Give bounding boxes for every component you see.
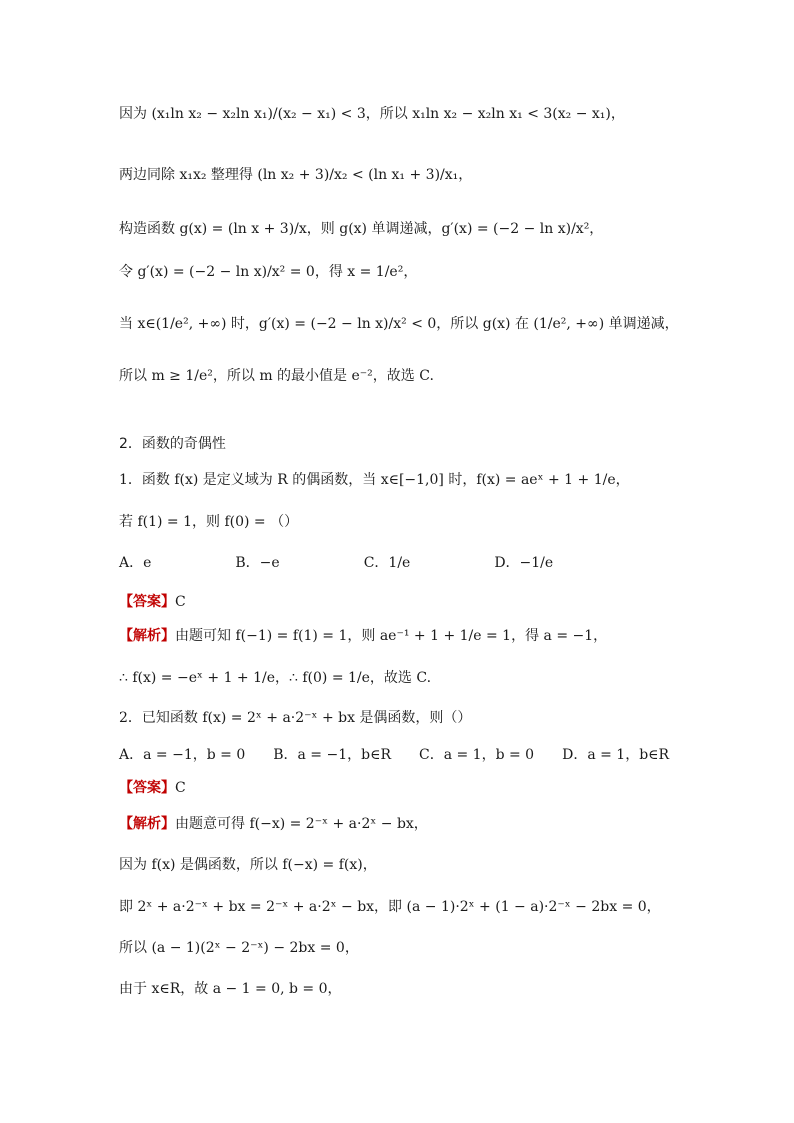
question-2-answer: 【答案】C <box>119 780 186 796</box>
analysis-tag: 【解析】 <box>119 628 175 644</box>
question-2-analysis-line-4: 所以 (a − 1)(2ˣ − 2⁻ˣ) − 2bx = 0， <box>119 940 359 956</box>
question-1-answer: 【答案】C <box>119 594 186 610</box>
analysis-tag: 【解析】 <box>119 816 175 832</box>
question-1-options: A．e B．−e C．1/e D．−1/e <box>119 555 554 571</box>
question-2-options: A．a = −1，b = 0 B．a = −1，b∈R C．a = 1，b = 0 D．a = 1，b∈R <box>119 747 670 763</box>
question-1-analysis: 【解析】由题可知 f(−1) = f(1) = 1，则 ae⁻¹ + 1 + 1/e = 1，得 a = −1， <box>119 628 608 644</box>
solution-line-2: 两边同除 x₁x₂ 整理得 (ln x₂ + 3)/x₂ < (ln x₁ + 3)/x₁， <box>119 167 473 183</box>
question-2-stem: 2．已知函数 f(x) = 2ˣ + a·2⁻ˣ + bx 是偶函数，则（） <box>119 710 472 726</box>
question-1-stem-cont: 若 f(1) = 1，则 f(0) = （） <box>119 514 299 530</box>
answer-tag: 【答案】 <box>119 594 175 610</box>
question-1-analysis-cont: ∴ f(x) = −eˣ + 1 + 1/e，∴ f(0) = 1/e，故选 C. <box>119 670 432 686</box>
question-2-analysis: 【解析】由题意可得 f(−x) = 2⁻ˣ + a·2ˣ − bx， <box>119 816 428 832</box>
solution-line-4: 令 g′(x) = (−2 − ln x)/x² = 0，得 x = 1/e²， <box>119 264 418 280</box>
question-1-stem: 1．函数 f(x) 是定义域为 R 的偶函数，当 x∈[−1,0] 时，f(x) = aeˣ + 1 + 1/e， <box>119 472 630 488</box>
solution-line-5: 当 x∈(1/e², +∞) 时，g′(x) = (−2 − ln x)/x² < 0，所以 g(x) 在 (1/e², +∞) 单调递减， <box>119 316 679 332</box>
solution-conclusion: 所以 m ≥ 1/e²，所以 m 的最小值是 e⁻²，故选 C. <box>119 368 434 384</box>
question-2-analysis-line-5: 由于 x∈R，故 a − 1 = 0, b = 0， <box>119 981 342 997</box>
answer-tag: 【答案】 <box>119 780 175 796</box>
section-heading: 2．函数的奇偶性 <box>119 436 226 452</box>
solution-line-1: 因为 (x₁ln x₂ − x₂ln x₁)/(x₂ − x₁) < 3，所以 x₁ln x₂ − x₂ln x₁ < 3(x₂ − x₁)， <box>119 106 625 122</box>
question-2-analysis-line-2: 因为 f(x) 是偶函数，所以 f(−x) = f(x)， <box>119 857 377 873</box>
question-2-analysis-line-3: 即 2ˣ + a·2⁻ˣ + bx = 2⁻ˣ + a·2ˣ − bx，即 (a − 1)·2ˣ + (1 − a)·2⁻ˣ − 2bx = 0， <box>119 899 661 915</box>
solution-line-3: 构造函数 g(x) = (ln x + 3)/x，则 g(x) 单调递减，g′(x) = (−2 − ln x)/x²， <box>119 221 604 237</box>
